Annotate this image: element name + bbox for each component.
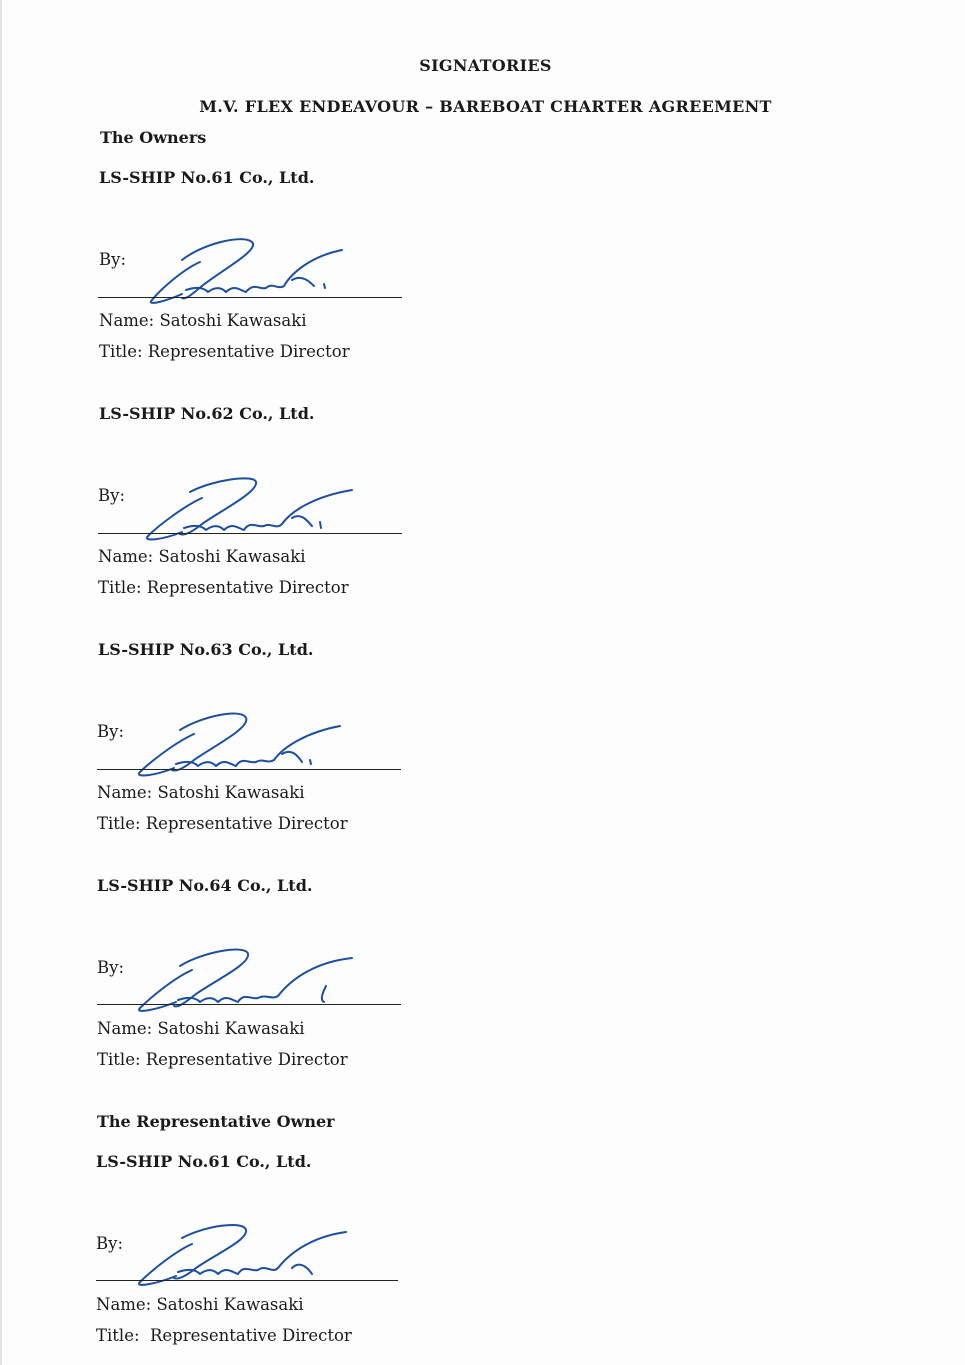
- signatory-title: Title: Representative Director: [96, 1326, 352, 1345]
- company-name: LS-SHIP No.61 Co., Ltd.: [99, 168, 315, 187]
- signatory-block-4: [2, 876, 965, 1116]
- signatory-block-3: [2, 640, 965, 880]
- signatory-title: Title: Representative Director: [97, 814, 348, 833]
- company-name: LS-SHIP No.64 Co., Ltd.: [97, 876, 313, 895]
- by-label: By:: [96, 1234, 124, 1253]
- company-name: LS-SHIP No.62 Co., Ltd.: [99, 404, 315, 423]
- signature-image: [134, 704, 354, 784]
- signature-line: [97, 769, 401, 770]
- signatory-block-1: [2, 168, 965, 408]
- signatory-name: Name: Satoshi Kawasaki: [99, 311, 307, 330]
- document-subtitle: M.V. FLEX ENDEAVOUR – BAREBOAT CHARTER AGREEMENT: [199, 97, 772, 116]
- signatory-block-5: [2, 1152, 965, 1362]
- signature-image: [142, 470, 362, 550]
- signature-line: [98, 297, 402, 298]
- signatory-name: Name: Satoshi Kawasaki: [97, 783, 305, 802]
- signatory-name: Name: Satoshi Kawasaki: [98, 547, 306, 566]
- representative-owner-heading: The Representative Owner: [97, 1112, 335, 1131]
- signature-image: [142, 230, 362, 310]
- signatory-title: Title: Representative Director: [98, 578, 349, 597]
- signatory-title: Title: Representative Director: [99, 342, 350, 361]
- signatory-name: Name: Satoshi Kawasaki: [96, 1295, 304, 1314]
- by-label: By:: [98, 486, 126, 505]
- by-label: By:: [99, 250, 127, 269]
- company-name: LS-SHIP No.63 Co., Ltd.: [98, 640, 314, 659]
- signature-image: [136, 938, 356, 1018]
- signature-line: [98, 533, 402, 534]
- by-label: By:: [97, 958, 125, 977]
- signature-line: [97, 1004, 401, 1005]
- signatory-block-2: [2, 404, 965, 644]
- by-label: By:: [97, 722, 125, 741]
- document-title: SIGNATORIES: [419, 56, 552, 75]
- company-name: LS-SHIP No.61 Co., Ltd.: [96, 1152, 312, 1171]
- signatory-name: Name: Satoshi Kawasaki: [97, 1019, 305, 1038]
- signature-image: [136, 1214, 356, 1294]
- signature-line: [96, 1280, 398, 1281]
- signatory-title: Title: Representative Director: [97, 1050, 348, 1069]
- owners-heading: The Owners: [100, 128, 207, 147]
